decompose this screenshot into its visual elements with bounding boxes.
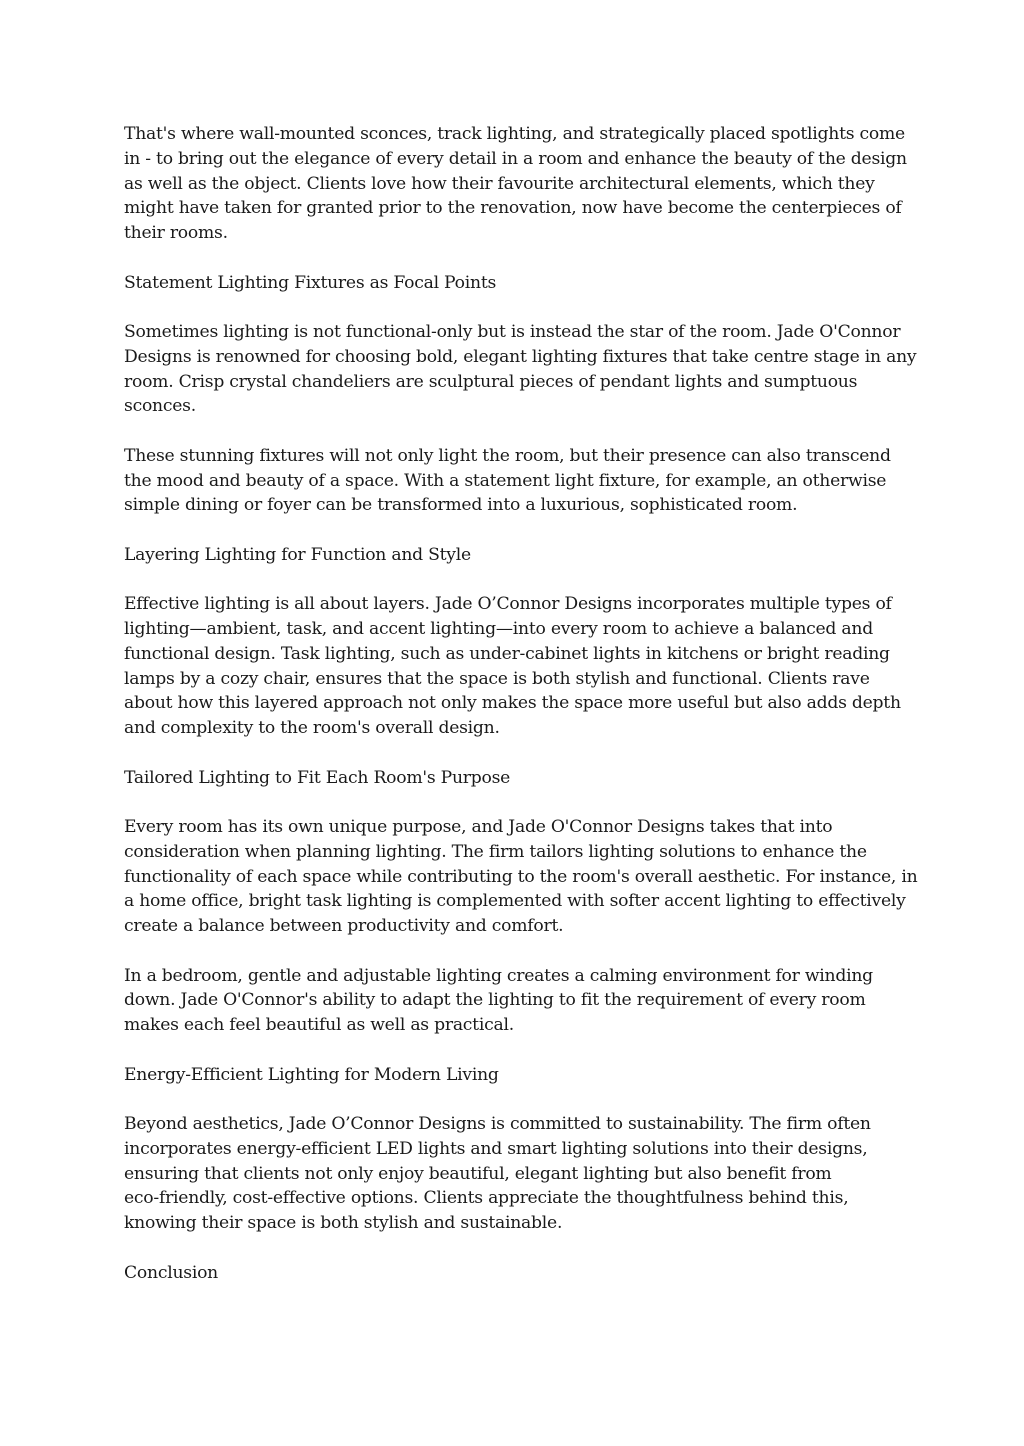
text-line: might have taken for granted prior to the renovation, now have become the centerpieces of <box>124 198 902 219</box>
text-line: Sometimes lighting is not functional-only but is instead the star of the room. Jade O'Connor <box>124 322 901 342</box>
text-line: in - to bring out the elegance of every detail in a room and enhance the beauty of the design <box>124 148 907 169</box>
section-heading-conclusion <box>124 1261 914 1286</box>
text-line: ensuring that clients not only enjoy beautiful, elegant lighting but also benefit from <box>124 1163 832 1184</box>
text-line: lamps by a cozy chair, ensures that the space is both stylish and functional. Clients rave <box>124 668 870 689</box>
text-line: makes each feel beautiful as well as practical. <box>124 1015 514 1035</box>
text-line: the mood and beauty of a space. With a statement light fixture, for example, an otherwise <box>124 470 887 491</box>
text-line: room. Crisp crystal chandeliers are sculptural pieces of pendant lights and sumptuous <box>124 371 858 392</box>
heading-text: Layering Lighting for Function and Style <box>124 544 471 565</box>
section-heading-statement-lighting <box>124 271 914 296</box>
text-line: and complexity to the room's overall design. <box>124 718 500 738</box>
text-line: a home office, bright task lighting is complemented with softer accent lighting to effectively <box>124 891 906 912</box>
text-line: create a balance between productivity and comfort. <box>124 916 564 936</box>
paragraph-stunning-fixtures <box>124 444 914 518</box>
text-line: incorporates energy-efficient LED lights and smart lighting solutions into their designs, <box>124 1138 868 1159</box>
text-line: down. Jade O'Connor's ability to adapt the lighting to fit the requirement of every room <box>124 990 866 1011</box>
text-line: lighting—ambient, task, and accent lighting—into every room to achieve a balanced and <box>124 619 873 639</box>
text-line: their rooms. <box>124 223 228 243</box>
text-line: functional design. Task lighting, such as under-cabinet lights in kitchens or bright reading <box>124 643 890 664</box>
paragraph-sconces-track-lighting <box>124 122 914 246</box>
paragraph-bedroom-lighting <box>124 964 914 1038</box>
text-line: Effective lighting is all about layers. Jade O’Connor Designs incorporates multiple types of <box>124 594 892 615</box>
text-line: knowing their space is both stylish and sustainable. <box>124 1213 563 1233</box>
heading-text: Statement Lighting Fixtures as Focal Points <box>124 272 497 293</box>
paragraph-layering-lighting <box>124 592 914 741</box>
text-line: eco-friendly, cost-effective options. Clients appreciate the thoughtfulness behind this, <box>124 1188 849 1209</box>
section-heading-tailored-lighting <box>124 766 914 791</box>
heading-text: Tailored Lighting to Fit Each Room's Purpose <box>124 767 511 788</box>
section-heading-energy-efficient <box>124 1063 914 1088</box>
text-line: Every room has its own unique purpose, and Jade O'Connor Designs takes that into <box>124 817 833 837</box>
text-line: These stunning fixtures will not only light the room, but their presence can also transcend <box>124 445 891 466</box>
heading-text: Energy-Efficient Lighting for Modern Living <box>124 1064 499 1085</box>
text-line: Beyond aesthetics, Jade O’Connor Designs is committed to sustainability. The firm often <box>124 1114 871 1134</box>
document-page <box>124 122 918 1310</box>
text-line: In a bedroom, gentle and adjustable lighting creates a calming environment for winding <box>124 965 873 986</box>
text-line: about how this layered approach not only makes the space more useful but also adds depth <box>124 693 901 714</box>
text-line: sconces. <box>124 396 196 417</box>
text-line: Designs is renowned for choosing bold, elegant lighting fixtures that take centre stage in any <box>124 346 917 367</box>
text-line: functionality of each space while contributing to the room's overall aesthetic. For instance, in <box>124 866 918 887</box>
text-line: consideration when planning lighting. The firm tailors lighting solutions to enhance the <box>124 841 867 862</box>
text-line: That's where wall-mounted sconces, track lighting, and strategically placed spotlights come <box>124 124 905 144</box>
heading-text: Conclusion <box>124 1262 218 1283</box>
text-line: as well as the object. Clients love how their favourite architectural elements, which they <box>124 173 875 194</box>
paragraph-room-purpose <box>124 815 918 939</box>
section-heading-layering-lighting <box>124 543 914 568</box>
paragraph-statement-fixtures <box>124 320 917 419</box>
text-line: simple dining or foyer can be transformed into a luxurious, sophisticated room. <box>124 495 798 516</box>
paragraph-sustainability <box>124 1112 914 1236</box>
